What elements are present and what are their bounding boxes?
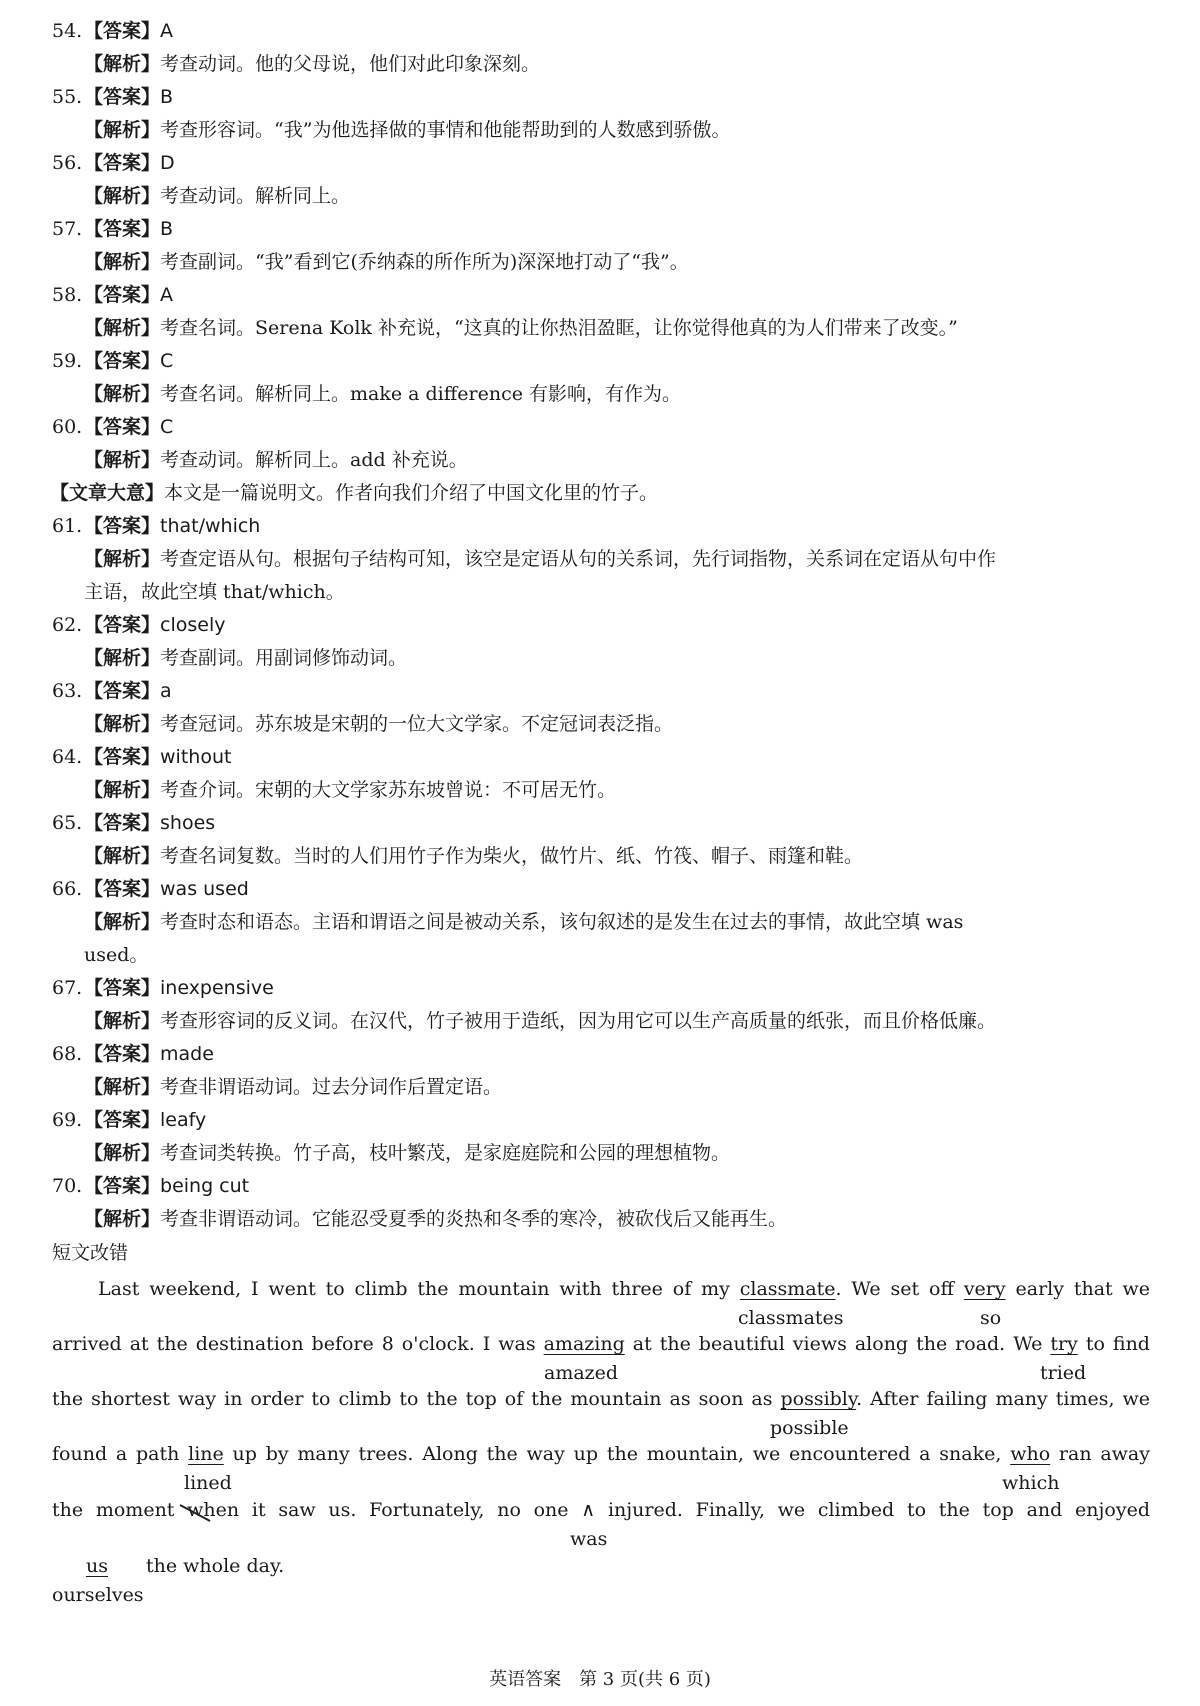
answer-value: a: [160, 680, 172, 702]
passage-text: arrived at the destination before 8 o'clock. I was: [52, 1333, 536, 1355]
passage-text: found a path: [52, 1443, 180, 1465]
correction-word: was: [570, 1528, 608, 1550]
explanation-label: 【解析】: [84, 845, 161, 867]
passage-line-1: [98, 1276, 1150, 1302]
explanation-text: 考查形容词的反义词。在汉代，竹子被用于造纸，因为用它可以生产高质量的纸张，而且价格低廉。: [160, 1010, 997, 1032]
error-word: very: [963, 1278, 1006, 1300]
explanation-text: 考查动词。解析同上。: [160, 185, 351, 207]
correction-word: ourselves: [52, 1584, 144, 1606]
item-number: 64.: [52, 746, 83, 768]
passage-line-5: [52, 1497, 1150, 1523]
explanation-text-cont: used。: [84, 944, 149, 966]
answer-label: 【答案】: [84, 86, 161, 108]
passage-text: ran away: [1058, 1443, 1150, 1465]
explanation-text: 考查副词。“我”看到它(乔纳森的所作所为)深深地打动了“我”。: [160, 251, 689, 273]
answer-label: 【答案】: [84, 977, 161, 999]
item-number: 56.: [52, 152, 83, 174]
answer-label: 【答案】: [84, 1043, 161, 1065]
item-number: 59.: [52, 350, 83, 372]
explanation-text: 考查形容词。“我”为他选择做的事情和他能帮助到的人数感到骄傲。: [160, 119, 731, 141]
explanation-label: 【解析】: [84, 185, 161, 207]
correction-word: so: [980, 1307, 1002, 1329]
passage-line-3: [52, 1386, 1150, 1412]
passage-text: the shortest way in order to climb to the top of the mountain as soon as: [52, 1388, 773, 1410]
error-word: who: [1010, 1443, 1051, 1465]
insertion-mark: ∧: [581, 1499, 596, 1521]
explanation-text: 考查词类转换。竹子高，枝叶繁茂，是家庭庭院和公园的理想植物。: [160, 1142, 731, 1164]
explanation-label: 【解析】: [84, 251, 161, 273]
answer-value: A: [160, 20, 174, 42]
error-word: classmate: [739, 1278, 836, 1300]
answer-value: without: [160, 746, 232, 768]
answer-label: 【答案】: [84, 680, 161, 702]
answer-label: 【答案】: [84, 152, 161, 174]
item-number: 63.: [52, 680, 83, 702]
explanation-label: 【解析】: [84, 317, 161, 339]
answer-value: made: [160, 1043, 214, 1065]
passage-line-2: [52, 1331, 1150, 1357]
explanation-text: 考查名词复数。当时的人们用竹子作为柴火，做竹片、纸、竹筏、帽子、雨篷和鞋。: [160, 845, 864, 867]
answer-value: D: [160, 152, 175, 174]
item-number: 61.: [52, 515, 83, 537]
error-word: amazing: [543, 1333, 625, 1355]
answer-value: was used: [160, 878, 249, 900]
answer-label: 【答案】: [84, 878, 161, 900]
item-number: 60.: [52, 416, 83, 438]
passage-text: the moment: [52, 1499, 175, 1521]
passage-text: early that we: [1015, 1278, 1151, 1300]
explanation-label: 【解析】: [84, 53, 161, 75]
answer-value: closely: [160, 614, 226, 636]
item-number: 68.: [52, 1043, 83, 1065]
explanation-label: 【解析】: [84, 383, 161, 405]
explanation-text: 考查名词。解析同上。make a difference 有影响，有作为。: [160, 383, 681, 405]
item-number: 70.: [52, 1175, 83, 1197]
section-title: 短文改错: [52, 1242, 129, 1264]
answer-value: B: [160, 86, 174, 108]
explanation-label: 【解析】: [84, 449, 161, 471]
explanation-label: 【解析】: [84, 119, 161, 141]
answer-value: C: [160, 350, 174, 372]
answer-label: 【答案】: [84, 515, 161, 537]
passage-text: injured. Finally, we climbed to the top and enjoyed: [607, 1499, 1150, 1521]
main-idea-text: 本文是一篇说明文。作者向我们介绍了中国文化里的竹子。: [164, 482, 659, 504]
explanation-text: 考查介词。宋朝的大文学家苏东坡曾说：不可居无竹。: [160, 779, 617, 801]
explanation-label: 【解析】: [84, 1142, 161, 1164]
answer-label: 【答案】: [84, 350, 161, 372]
answer-value: A: [160, 284, 174, 306]
answer-value: being cut: [160, 1175, 250, 1197]
explanation-label: 【解析】: [84, 911, 161, 933]
item-number: 66.: [52, 878, 83, 900]
item-number: 65.: [52, 812, 83, 834]
answer-label: 【答案】: [84, 1175, 161, 1197]
item-number: 67.: [52, 977, 83, 999]
answer-label: 【答案】: [84, 746, 161, 768]
answer-value: shoes: [160, 812, 216, 834]
item-number: 57.: [52, 218, 83, 240]
passage-text: it saw us. Fortunately, no one: [251, 1499, 569, 1521]
explanation-label: 【解析】: [84, 779, 161, 801]
passage-text: the whole day.: [146, 1555, 285, 1577]
explanation-text-cont: 主语，故此空填 that/which。: [84, 581, 345, 603]
answer-label: 【答案】: [84, 1109, 161, 1131]
answer-label: 【答案】: [84, 812, 161, 834]
passage-text: . We set off: [835, 1278, 954, 1300]
passage-text: . After failing many times, we: [856, 1388, 1150, 1410]
answer-value: C: [160, 416, 174, 438]
explanation-text: 考查冠词。苏东坡是宋朝的一位大文学家。不定冠词表泛指。: [160, 713, 674, 735]
passage-line-4: [52, 1441, 1150, 1467]
correction-word: amazed: [544, 1362, 619, 1384]
passage-text: to find: [1085, 1333, 1150, 1355]
explanation-text: 考查时态和语态。主语和谓语之间是被动关系，该句叙述的是发生在过去的事情，故此空填 was: [160, 911, 964, 933]
explanation-text: 考查副词。用副词修饰动词。: [160, 647, 408, 669]
error-word: line: [188, 1443, 224, 1465]
answer-value: B: [160, 218, 174, 240]
correction-word: tried: [1040, 1362, 1087, 1384]
answer-label: 【答案】: [84, 218, 161, 240]
explanation-label: 【解析】: [84, 548, 161, 570]
item-number: 55.: [52, 86, 83, 108]
explanation-label: 【解析】: [84, 1208, 161, 1230]
passage-text: Last weekend, I went to climb the mountain with three of my: [98, 1278, 730, 1300]
explanation-text: 考查非谓语动词。它能忍受夏季的炎热和冬季的寒冷，被砍伐后又能再生。: [160, 1208, 788, 1230]
answer-label: 【答案】: [84, 416, 161, 438]
explanation-label: 【解析】: [84, 647, 161, 669]
item-number: 54.: [52, 20, 83, 42]
main-idea-label: 【文章大意】: [50, 482, 165, 504]
answer-value: leafy: [160, 1109, 207, 1131]
correction-word: lined: [184, 1472, 232, 1494]
correction-word: classmates: [738, 1307, 844, 1329]
answer-value: that/which: [160, 515, 261, 537]
item-number: 69.: [52, 1109, 83, 1131]
error-word: possibly: [780, 1388, 857, 1410]
explanation-text: 考查动词。解析同上。add 补充说。: [160, 449, 468, 471]
explanation-label: 【解析】: [84, 1076, 161, 1098]
correction-word: which: [1002, 1472, 1060, 1494]
explanation-text: 考查非谓语动词。过去分词作后置定语。: [160, 1076, 503, 1098]
answer-label: 【答案】: [84, 20, 161, 42]
explanation-label: 【解析】: [84, 1010, 161, 1032]
passage-text: up by many trees. Along the way up the mountain, we encountered a snake,: [232, 1443, 1002, 1465]
explanation-text: 考查动词。他的父母说，他们对此印象深刻。: [160, 53, 541, 75]
item-number: 58.: [52, 284, 83, 306]
answer-value: inexpensive: [160, 977, 274, 999]
error-word: us: [86, 1555, 108, 1577]
error-word: try: [1050, 1333, 1078, 1355]
correction-word: possible: [770, 1417, 849, 1439]
deleted-word: when: [187, 1499, 240, 1521]
explanation-label: 【解析】: [84, 713, 161, 735]
item-number: 62.: [52, 614, 83, 636]
explanation-text: 考查定语从句。根据句子结构可知，该空是定语从句的关系词，先行词指物，关系词在定语从句中作: [160, 548, 997, 570]
answer-label: 【答案】: [84, 284, 161, 306]
passage-text: at the beautiful views along the road. We: [632, 1333, 1043, 1355]
answer-label: 【答案】: [84, 614, 161, 636]
explanation-text: 考查名词。Serena Kolk 补充说，“这真的让你热泪盈眶，让你觉得他真的为人们带来了改变。”: [160, 317, 958, 339]
page-footer: 英语答案 第 3 页(共 6 页): [489, 1669, 711, 1690]
